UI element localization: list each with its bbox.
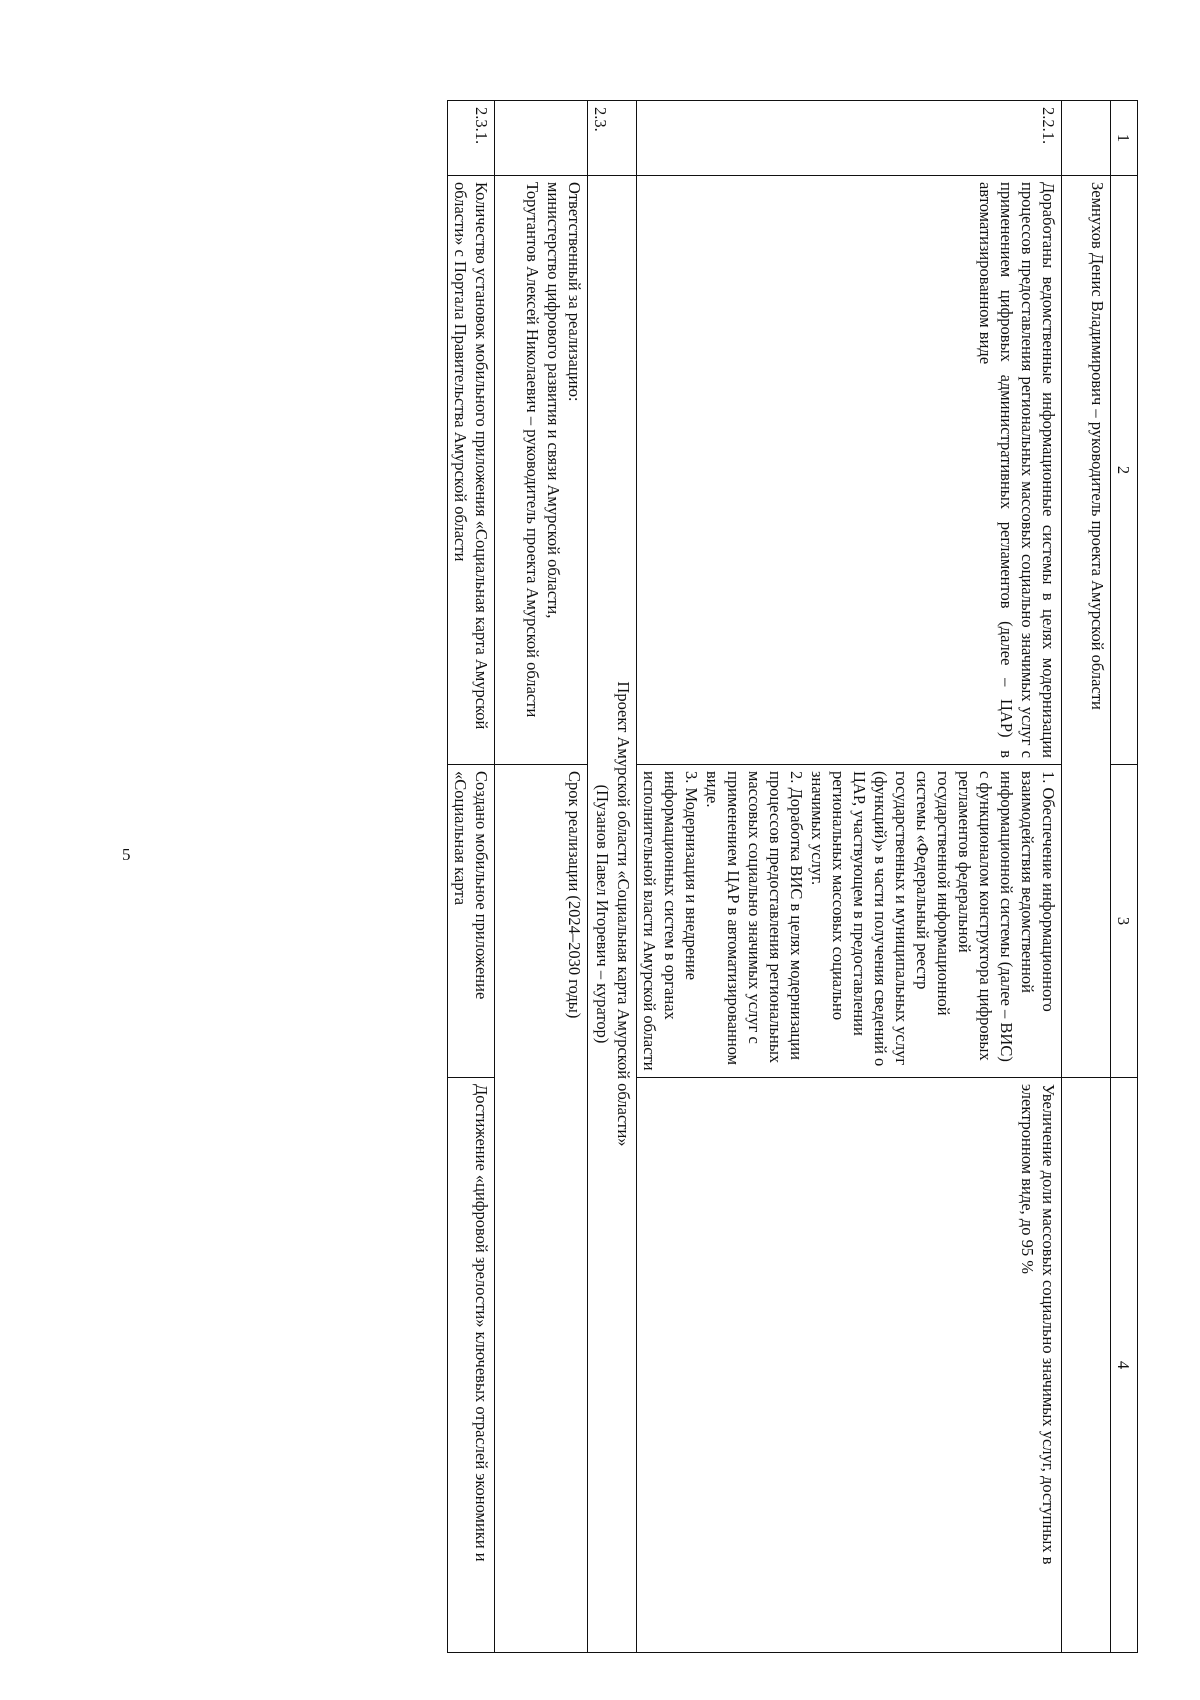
header-col-4: 4 <box>1111 1078 1138 1653</box>
row-2-2-1-effect: Увеличение доли массовых социально значимых услуг, доступных в электронном виде, до 95 % <box>637 1078 1062 1653</box>
responsible-row <box>495 101 588 1653</box>
leader-text: Земнухов Денис Владимирович – руководитель проекта Амурской области <box>1062 176 1111 1078</box>
header-col-2: 2 <box>1111 176 1138 765</box>
row-2-3-title-line2: (Пузанов Павел Игоревич – куратор) <box>593 784 612 1044</box>
header-col-3: 3 <box>1111 765 1138 1078</box>
row-2-3-1-num: 2.3.1. <box>448 101 495 176</box>
responsible-num-cell <box>495 101 588 176</box>
leader-num-cell <box>1062 101 1111 176</box>
row-2-2-1-num: 2.2.1. <box>637 101 1062 176</box>
term-text: Срок реализации (2024–2030 годы) <box>495 765 588 1653</box>
row-2-3-title-line1: Проект Амурской области «Социальная карта Амурской области» <box>614 681 633 1147</box>
row-2-2-1-result: Доработаны ведомственные информационные системы в целях модернизации процессов предоставления региональных массовых социально значимых услуг с применением цифровых административных регламентов (далее – ЦАР) в автоматизированном виде <box>637 176 1062 765</box>
row-2-3-1-events: Создано мобильное приложение «Социальная карта <box>448 765 495 1078</box>
leader-empty-cell <box>1062 1078 1111 1653</box>
rotated-table-container <box>168 100 1138 1600</box>
row-2-3-1-result: Количество установок мобильного приложения «Социальная карта Амурской области» с Портала Правительства Амурской области <box>448 176 495 765</box>
row-2-2-1 <box>637 101 1062 1653</box>
plan-table <box>447 100 1138 1653</box>
header-col-1: 1 <box>1111 101 1138 176</box>
page-number: 5 <box>122 845 131 864</box>
row-2-3-1 <box>448 101 495 1653</box>
responsible-text: Ответственный за реализацию: министерство цифрового развития и связи Амурской области, Торутантов Алексей Николаевич – руководитель проекта Амурской области <box>495 176 588 765</box>
row-2-3 <box>588 101 637 1653</box>
row-2-3-1-effect: Достижение «цифровой зрелости» ключевых отраслей экономики и <box>448 1078 495 1653</box>
header-row <box>1111 101 1138 1653</box>
leader-row <box>1062 101 1111 1653</box>
row-2-3-num: 2.3. <box>588 101 637 176</box>
row-2-2-1-events: 1. Обеспечение информационного взаимодействия ведомственной информационной системы (далее – ВИС) с функционалом конструктора цифровых регламентов федеральной государственной информационной системы «Федеральный реестр государственных и муниципальных услуг (функций)» в части получения сведений о ЦАР, участвующем в предоставлении региональных массовых социально значимых услуг. 2. Доработка ВИС в целях модернизации процессов предоставления региональных массовых социально значимых услуг с применением ЦАР в автоматизированном виде. 3. Модернизация и внедрение информационных систем в органах исполнительной власти Амурской области <box>637 765 1062 1078</box>
row-2-3-title <box>588 176 637 1653</box>
